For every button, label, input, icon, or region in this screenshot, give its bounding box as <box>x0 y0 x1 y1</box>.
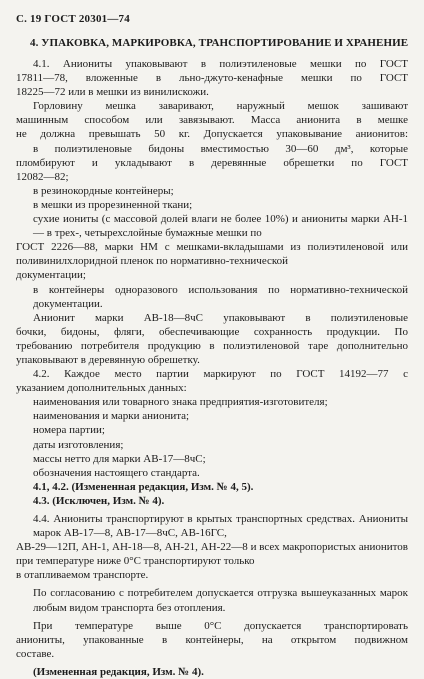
amendment-note: (Измененная редакция, Изм. № 4). <box>33 665 204 678</box>
text-line: При температуре выше 0°С допускается транспортировать <box>33 619 408 632</box>
text-line: машинным способом или завязывают. Масса анионита в мешке <box>16 114 408 127</box>
text-line: массы нетто для марки АВ-17—8чС; <box>33 452 206 465</box>
text-line: указанием дополнительных данных: <box>16 382 187 395</box>
text-line: 17811—78, вложенные в льно-джуто-кенафные мешки по ГОСТ <box>16 72 408 85</box>
amendment-note: 4.1, 4.2. (Измененная редакция, Изм. № 4, 5). <box>33 480 254 493</box>
text-line: в контейнеры одноразового использования по нормативно-технической документации. <box>33 283 408 310</box>
page-header: С. 19 ГОСТ 20301—74 <box>16 13 130 25</box>
text-line: аниониты, упакованные в контейнеры, на открытом подвижном <box>16 633 408 646</box>
text-line: не должна превышать 50 кг. Допускается упаковывание анионитов: <box>16 128 408 141</box>
text-line: сухие иониты (с массовой долей влаги не более 10%) и аниониты марки АН-1 — в трех-, четырехслойные бумажные мешки по <box>33 213 408 240</box>
text-line: 4.1. Аниониты упаковывают в полиэтиленовые мешки по ГОСТ <box>33 58 408 70</box>
text-line: наименования и марки анионита; <box>33 410 190 423</box>
text-line: бочки, бидоны, фляги, обеспечивающие сохранность продукции. По <box>16 325 408 338</box>
text-line: 4.2. Каждое место партии маркируют по ГОСТ 14192—77 с <box>33 368 408 381</box>
text-line: Горловину мешка заваривают, наружный мешок зашивают <box>33 100 408 113</box>
text-line: составе. <box>16 647 55 660</box>
text-line: документации; <box>16 269 86 282</box>
section-title: 4. УПАКОВКА, МАРКИРОВКА, ТРАНСПОРТИРОВАНИЕ И ХРАНЕНИЕ <box>30 37 409 49</box>
text-line: Анионит марки АВ-18—8чС упаковывают в полиэтиленовые <box>33 311 408 324</box>
text-line: обозначения настоящего стандарта. <box>33 466 200 479</box>
text-line: требованию потребителя продукцию в полиэтиленовой таре дополнительно упаковывают в деревянную обрешетку. <box>16 339 408 366</box>
text-line: По согласованию с потребителем допускается отгрузка вышеуказанных марок любым видом транспорта без отопления. <box>33 587 408 614</box>
text-line: 18225—72 или в мешки из винилискожи. <box>16 86 209 99</box>
amendment-note: 4.3. (Исключен, Изм. № 4). <box>33 494 165 507</box>
text-line: 4.4. Аниониты транспортируют в крытых транспортных средствах. Аниониты марок АВ-17—8, АВ-17—8чС, АВ-16ГС, <box>33 513 408 540</box>
text-line: АВ-29—12П, АН-1, АН-18—8, АН-21, АН-22—8 и всех макропористых анионитов при температуре ниже 0°С транспортируют только <box>16 541 408 568</box>
text-line: 12082—82; <box>16 170 69 183</box>
text-line: ГОСТ 2226—88, марки НМ с мешками-вкладышами из полиэтиленовой или поливинилхлоридной пленок по нормативно-технической <box>16 241 408 268</box>
text-line: номера партии; <box>33 424 105 437</box>
text-line: даты изготовления; <box>33 438 124 451</box>
text-line: в мешки из прорезиненной ткани; <box>33 198 193 211</box>
text-line: в отапливаемом транспорте. <box>16 569 149 582</box>
document-body <box>16 57 408 679</box>
text-line: в резинокордные контейнеры; <box>33 184 174 197</box>
text-line: пломбируют и укладывают в деревянные обрешетки по ГОСТ <box>16 156 408 169</box>
text-line: в полиэтиленовые бидоны вместимостью 30—60 дм³, которые <box>33 142 408 155</box>
text-line: наименования или товарного знака предприятия-изготовителя; <box>33 396 328 409</box>
